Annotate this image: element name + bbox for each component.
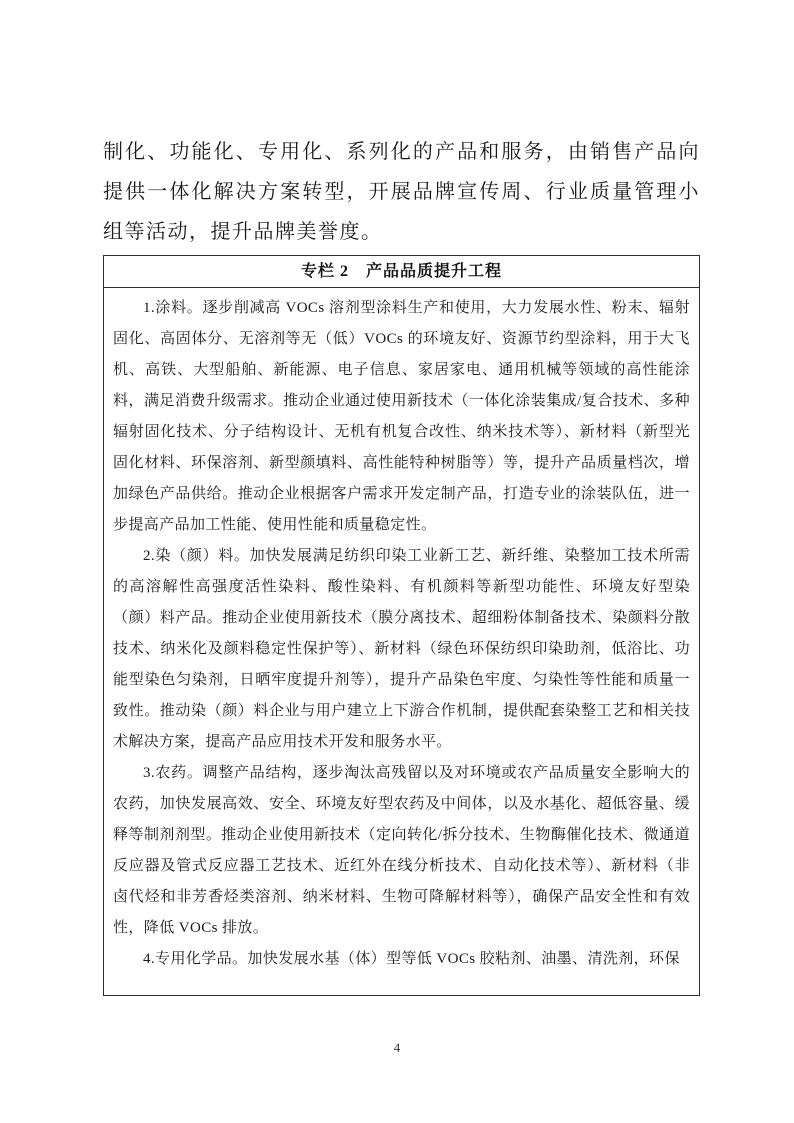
- box-paragraph-specialty-chemicals: 4.专用化学品。加快发展水基（体）型等低 VOCs 胶粘剂、油墨、清洗剂，环保: [143, 951, 680, 967]
- box-paragraph-pesticides: 3.农药。调整产品结构，逐步淘汰高残留以及对环境或农产品质量安全影响大的农药，加快发展高效、安全、环境友好型农药及中间体，以及水基化、超低容量、缓释等制剂剂型。推动企业使用新技术（定向转化/拆分技术、生物酶催化技术、微通道反应器及管式反应器工艺技术、近红外在线分析技术、自动化技术等）、新材料（非卤代烃和非芳香烃类溶剂、纳米材料、生物可降解材料等），确保产品安全性和有效性，降低 VOCs 排放。: [113, 765, 690, 936]
- box-title: 专栏 2 产品品质提升工程: [104, 256, 699, 288]
- page-number: 4: [393, 1040, 401, 1055]
- box-paragraph-coatings: 1.涂料。逐步削减高 VOCs 溶剂型涂料生产和使用，大力发展水性、粉末、辐射固化、高固体分、无溶剂等无（低）VOCs 的环境友好、资源节约型涂料，用于大飞机、高铁、大型船舶、新能源、电子信息、家居家电、通用机械等领域的高性能涂料，满足消费升级需求。推动企业通过使用新技术（一体化涂装集成/复合技术、多种辐射固化技术、分子结构设计、无机有机复合改性、纳米技术等）、新材料（新型光固化材料、环保溶剂、新型颜填料、高性能特种树脂等）等，提升产品质量档次，增加绿色产品供给。推动企业根据客户需求开发定制产品，打造专业的涂装队伍，进一步提高产品加工性能、使用性能和质量稳定性。: [113, 300, 690, 533]
- box-body: [104, 288, 699, 975]
- box-paragraph-dyes: 2.染（颜）料。加快发展满足纺织印染工业新工艺、新纤维、染整加工技术所需的高溶解性高强度活性染料、酸性染料、有机颜料等新型功能性、环境友好型染（颜）料产品。推动企业使用新技术（膜分离技术、超细粉体制备技术、染颜料分散技术、纳米化及颜料稳定性保护等）、新材料（绿色环保纺织印染助剂，低浴比、功能型染色匀染剂，日晒牢度提升剂等），提升产品染色牢度、匀染性等性能和质量一致性。推动染（颜）料企业与用户建立上下游合作机制，提供配套染整工艺和相关技术解决方案，提高产品应用技术开发和服务水平。: [113, 548, 690, 750]
- special-column-box: [103, 255, 700, 996]
- intro-paragraph: 制化、功能化、专用化、系列化的产品和服务，由销售产品向提供一体化解决方案转型，开展品牌宣传周、行业质量管理小组等活动，提升品牌美誉度。: [103, 141, 700, 243]
